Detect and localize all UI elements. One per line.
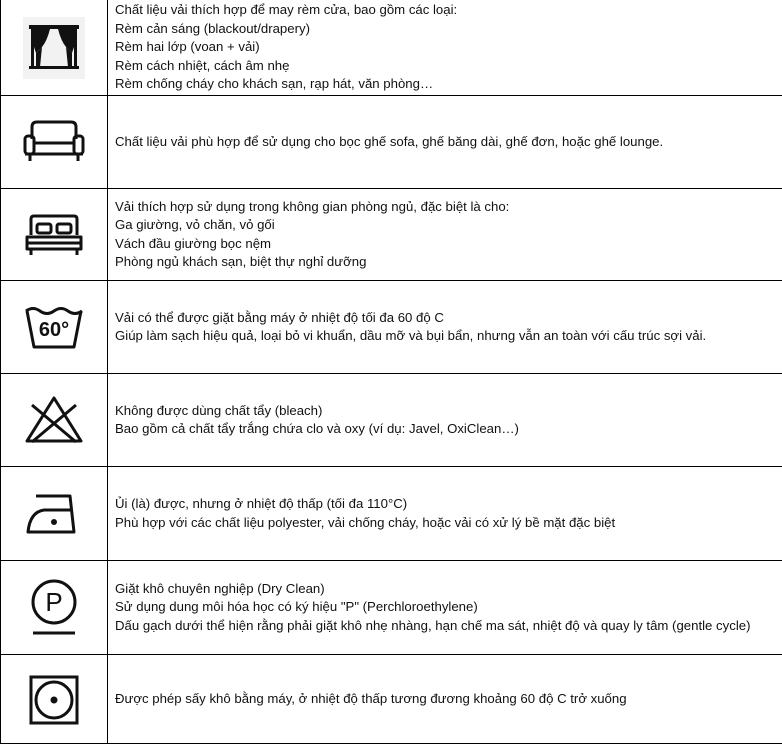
tumble-dry-low-icon (28, 674, 80, 726)
description-line: Rèm chống cháy cho khách sạn, rạp hát, văn phòng… (115, 76, 434, 92)
description-line: Giúp làm sạch hiệu quả, loại bỏ vi khuẩn, dầu mỡ và bụi bẩn, nhưng vẫn an toàn với cấu trúc sợi vải. (115, 328, 707, 343)
icon-cell (1, 96, 108, 188)
description-line: Vải thích hợp sử dụng trong không gian phòng ngủ, đặc biệt là cho: (115, 198, 510, 214)
description-cell (115, 281, 777, 373)
description-cell (115, 96, 777, 188)
icon-cell (1, 561, 108, 654)
bed-icon (23, 213, 85, 257)
table-row (1, 373, 782, 466)
description-line: Không được dùng chất tẩy (bleach) (115, 402, 323, 418)
description-cell (115, 467, 777, 560)
wash-60-icon (24, 303, 84, 351)
table-row (1, 95, 782, 188)
description-line: Phù hợp với các chất liệu polyester, vải chống cháy, hoặc vải có xử lý bề mặt đặc biệt (115, 514, 616, 530)
description-line: Chất liệu vải thích hợp để may rèm cửa, bao gồm các loại: (115, 2, 458, 18)
curtain-icon (23, 17, 85, 79)
description-cell (115, 189, 777, 280)
dry-clean-letter: P (45, 586, 63, 617)
description-line: Ga giường, vỏ chăn, vỏ gối (115, 217, 275, 232)
description-cell (115, 0, 777, 95)
description-line: Ủi (là) được, nhưng ở nhiệt độ thấp (tối đa 110°C) (115, 496, 408, 511)
description-line: Dấu gạch dưới thể hiện rằng phải giặt khô nhẹ nhàng, hạn chế ma sát, nhiệt độ và quay ly tâm (gentle cycle) (115, 617, 751, 633)
table-row (1, 560, 782, 654)
description-line: Rèm hai lớp (voan + vải) (115, 39, 260, 55)
description-line: Phòng ngủ khách sạn, biệt thự nghỉ dưỡng (115, 254, 367, 269)
description-cell (115, 655, 777, 744)
description-line: Sử dụng dung môi hóa học có ký hiệu "P" (Perchloroethylene) (115, 599, 478, 615)
description-line: Được phép sấy khô bằng máy, ở nhiệt độ thấp tương đương khoảng 60 độ C trở xuống (115, 691, 627, 707)
table-row (1, 280, 782, 373)
wash-temperature-label: 60° (38, 319, 70, 341)
icon-cell (1, 467, 108, 560)
table-row (1, 466, 782, 560)
description-cell (115, 561, 777, 654)
description-line: Vải có thể được giặt bằng máy ở nhiệt độ tối đa 60 độ C (115, 309, 444, 325)
icon-cell (1, 0, 108, 95)
description-line: Vách đầu giường bọc nệm (115, 235, 272, 251)
description-line: Bao gồm cả chất tẩy trắng chứa clo và oxy (ví dụ: Javel, OxiClean…) (115, 421, 519, 436)
description-line: Giặt khô chuyên nghiệp (Dry Clean) (115, 580, 325, 596)
no-bleach-icon (24, 395, 84, 445)
description-line: Rèm cách nhiệt, cách âm nhẹ (115, 57, 290, 73)
table-row (1, 0, 782, 95)
sofa-icon (22, 119, 86, 165)
description-line: Rèm cản sáng (blackout/drapery) (115, 20, 310, 36)
description-line: Chất liệu vải phù hợp để sử dụng cho bọc ghế sofa, ghế băng dài, ghế đơn, hoặc ghế lounge. (115, 133, 664, 149)
table-row (1, 188, 782, 280)
dry-clean-p-icon (28, 578, 80, 638)
description-cell (115, 374, 777, 466)
icon-cell (1, 189, 108, 280)
icon-cell (1, 281, 108, 373)
table-row (1, 654, 782, 744)
iron-low-icon (24, 492, 84, 536)
icon-cell (1, 374, 108, 466)
icon-cell (1, 655, 108, 744)
